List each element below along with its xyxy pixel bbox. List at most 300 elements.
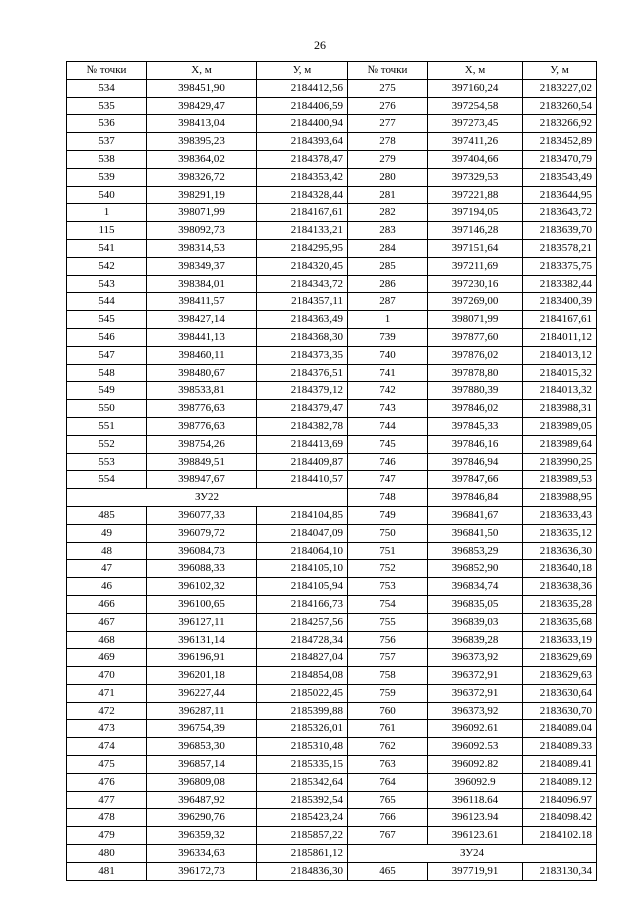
x-coordinate-cell: 396092.82	[428, 756, 523, 774]
x-coordinate-cell: 396201,18	[147, 667, 257, 685]
x-coordinate-cell: 396123.61	[428, 827, 523, 845]
point-number-cell: 747	[348, 471, 428, 489]
x-coordinate-cell: 396373,92	[428, 649, 523, 667]
y-coordinate-cell: 2185342,64	[257, 773, 348, 791]
y-coordinate-cell: 2184406,59	[257, 97, 348, 115]
y-coordinate-cell: 2183629,63	[523, 667, 597, 685]
x-coordinate-cell: 398776,63	[147, 400, 257, 418]
point-number-cell: 740	[348, 346, 428, 364]
x-coordinate-cell: 398947,67	[147, 471, 257, 489]
table-row	[67, 97, 597, 115]
x-coordinate-cell: 397269,00	[428, 293, 523, 311]
point-number-cell: 751	[348, 542, 428, 560]
point-number-cell: 466	[67, 595, 147, 613]
x-coordinate-cell: 396172,73	[147, 862, 257, 880]
x-coordinate-cell: 396487,92	[147, 791, 257, 809]
x-coordinate-cell: 397876,02	[428, 346, 523, 364]
table-row	[67, 453, 597, 471]
table-row	[67, 720, 597, 738]
table-row	[67, 471, 597, 489]
table-row	[67, 311, 597, 329]
x-coordinate-cell: 396372,91	[428, 684, 523, 702]
table-row	[67, 417, 597, 435]
y-coordinate-cell: 2184102.18	[523, 827, 597, 845]
table-row	[67, 222, 597, 240]
table-row	[67, 578, 597, 596]
y-coordinate-cell: 2184166,73	[257, 595, 348, 613]
table-row	[67, 435, 597, 453]
page-number: 26	[314, 38, 326, 52]
point-number-cell: 285	[348, 257, 428, 275]
x-coordinate-cell: 397329,53	[428, 168, 523, 186]
x-coordinate-cell: 398460,11	[147, 346, 257, 364]
y-coordinate-cell: 2184328,44	[257, 186, 348, 204]
x-coordinate-cell: 398314,53	[147, 239, 257, 257]
point-number-cell: 749	[348, 506, 428, 524]
y-coordinate-cell: 2185335,15	[257, 756, 348, 774]
y-coordinate-cell: 2183638,36	[523, 578, 597, 596]
point-number-cell: 761	[348, 720, 428, 738]
point-number-cell: 739	[348, 328, 428, 346]
y-coordinate-cell: 2185423,24	[257, 809, 348, 827]
point-number-cell: 47	[67, 560, 147, 578]
table-row	[67, 862, 597, 880]
y-coordinate-cell: 2183636,30	[523, 542, 597, 560]
point-number-cell: 755	[348, 613, 428, 631]
point-number-cell: 48	[67, 542, 147, 560]
y-coordinate-cell: 2183644,95	[523, 186, 597, 204]
x-coordinate-cell: 396853,30	[147, 738, 257, 756]
point-number-cell: 540	[67, 186, 147, 204]
y-coordinate-cell: 2183633,43	[523, 506, 597, 524]
table-row	[67, 773, 597, 791]
table-row	[67, 489, 597, 507]
point-number-cell: 115	[67, 222, 147, 240]
x-coordinate-cell: 396131,14	[147, 631, 257, 649]
y-coordinate-cell: 2184064,10	[257, 542, 348, 560]
x-coordinate-cell: 396852,90	[428, 560, 523, 578]
x-coordinate-cell: 397160,24	[428, 79, 523, 97]
y-coordinate-cell: 2185399,88	[257, 702, 348, 720]
header-point-number: № точки	[348, 62, 428, 80]
point-number-cell: 741	[348, 364, 428, 382]
y-coordinate-cell: 2184104,85	[257, 506, 348, 524]
point-number-cell: 472	[67, 702, 147, 720]
point-number-cell: 745	[348, 435, 428, 453]
table-row	[67, 293, 597, 311]
point-number-cell: 465	[348, 862, 428, 880]
point-number-cell: 541	[67, 239, 147, 257]
y-coordinate-cell: 2184368,30	[257, 328, 348, 346]
table-row	[67, 204, 597, 222]
point-number-cell: 275	[348, 79, 428, 97]
point-number-cell: 742	[348, 382, 428, 400]
x-coordinate-cell: 398411,57	[147, 293, 257, 311]
y-coordinate-cell: 2183400,39	[523, 293, 597, 311]
table-row	[67, 186, 597, 204]
y-coordinate-cell: 2184089.41	[523, 756, 597, 774]
header-y: У, м	[257, 62, 348, 80]
point-number-cell: 744	[348, 417, 428, 435]
point-number-cell: 765	[348, 791, 428, 809]
table-row	[67, 738, 597, 756]
x-coordinate-cell: 398427,14	[147, 311, 257, 329]
y-coordinate-cell: 2184011,12	[523, 328, 597, 346]
y-coordinate-cell: 2183990,25	[523, 453, 597, 471]
y-coordinate-cell: 2184379,47	[257, 400, 348, 418]
y-coordinate-cell: 2185310,48	[257, 738, 348, 756]
x-coordinate-cell: 396227,44	[147, 684, 257, 702]
y-coordinate-cell: 2185861,12	[257, 845, 348, 863]
y-coordinate-cell: 2184376,51	[257, 364, 348, 382]
x-coordinate-cell: 398071,99	[147, 204, 257, 222]
x-coordinate-cell: 398849,51	[147, 453, 257, 471]
table-row	[67, 756, 597, 774]
header-x: Х, м	[147, 62, 257, 80]
point-number-cell: 475	[67, 756, 147, 774]
x-coordinate-cell: 398413,04	[147, 115, 257, 133]
point-number-cell: 469	[67, 649, 147, 667]
x-coordinate-cell: 396372,91	[428, 667, 523, 685]
y-coordinate-cell: 2183643,72	[523, 204, 597, 222]
table-row	[67, 400, 597, 418]
header-x: Х, м	[428, 62, 523, 80]
y-coordinate-cell: 2184295,95	[257, 239, 348, 257]
y-coordinate-cell: 2183543,49	[523, 168, 597, 186]
x-coordinate-cell: 398092,73	[147, 222, 257, 240]
point-number-cell: 46	[67, 578, 147, 596]
x-coordinate-cell: 397845,33	[428, 417, 523, 435]
y-coordinate-cell: 2184105,10	[257, 560, 348, 578]
point-number-cell: 764	[348, 773, 428, 791]
y-coordinate-cell: 2184013,32	[523, 382, 597, 400]
y-coordinate-cell: 2184413,69	[257, 435, 348, 453]
point-number-cell: 278	[348, 133, 428, 151]
point-number-cell: 750	[348, 524, 428, 542]
table-row	[67, 364, 597, 382]
y-coordinate-cell: 2183635,68	[523, 613, 597, 631]
x-coordinate-cell: 398429,47	[147, 97, 257, 115]
y-coordinate-cell: 2184393,64	[257, 133, 348, 151]
y-coordinate-cell: 2184357,11	[257, 293, 348, 311]
y-coordinate-cell: 2183633,19	[523, 631, 597, 649]
table-row	[67, 133, 597, 151]
y-coordinate-cell: 2184827,04	[257, 649, 348, 667]
x-coordinate-cell: 398754,26	[147, 435, 257, 453]
point-number-cell: 480	[67, 845, 147, 863]
y-coordinate-cell: 2184728,34	[257, 631, 348, 649]
y-coordinate-cell: 2184096.97	[523, 791, 597, 809]
table-row	[67, 524, 597, 542]
point-number-cell: 476	[67, 773, 147, 791]
table-row	[67, 631, 597, 649]
x-coordinate-cell: 396809,08	[147, 773, 257, 791]
table-row	[67, 827, 597, 845]
point-number-cell: 485	[67, 506, 147, 524]
point-number-cell: 553	[67, 453, 147, 471]
y-coordinate-cell: 2184047,09	[257, 524, 348, 542]
x-coordinate-cell: 397221,88	[428, 186, 523, 204]
y-coordinate-cell: 2183630,64	[523, 684, 597, 702]
y-coordinate-cell: 2184167,61	[257, 204, 348, 222]
table-row	[67, 346, 597, 364]
x-coordinate-cell: 397273,45	[428, 115, 523, 133]
point-number-cell: 474	[67, 738, 147, 756]
point-number-cell: 760	[348, 702, 428, 720]
x-coordinate-cell: 397846,84	[428, 489, 523, 507]
point-number-cell: 543	[67, 275, 147, 293]
x-coordinate-cell: 396835,05	[428, 595, 523, 613]
point-number-cell: 536	[67, 115, 147, 133]
point-number-cell: 277	[348, 115, 428, 133]
y-coordinate-cell: 2183630,70	[523, 702, 597, 720]
y-coordinate-cell: 2184089.12	[523, 773, 597, 791]
y-coordinate-cell: 2183375,75	[523, 257, 597, 275]
y-coordinate-cell: 2184320,45	[257, 257, 348, 275]
x-coordinate-cell: 397880,39	[428, 382, 523, 400]
x-coordinate-cell: 398480,67	[147, 364, 257, 382]
y-coordinate-cell: 2184382,78	[257, 417, 348, 435]
x-coordinate-cell: 397846,16	[428, 435, 523, 453]
point-number-cell: 286	[348, 275, 428, 293]
y-coordinate-cell: 2185857,22	[257, 827, 348, 845]
x-coordinate-cell: 396290,76	[147, 809, 257, 827]
coordinates-table	[66, 61, 597, 881]
x-coordinate-cell: 397719,91	[428, 862, 523, 880]
x-coordinate-cell: 398533,81	[147, 382, 257, 400]
table-row	[67, 328, 597, 346]
x-coordinate-cell: 396754,39	[147, 720, 257, 738]
point-number-cell: 758	[348, 667, 428, 685]
x-coordinate-cell: 398395,23	[147, 133, 257, 151]
x-coordinate-cell: 396084,73	[147, 542, 257, 560]
table-row	[67, 791, 597, 809]
x-coordinate-cell: 396092.9	[428, 773, 523, 791]
x-coordinate-cell: 396088,33	[147, 560, 257, 578]
point-number-cell: 766	[348, 809, 428, 827]
point-number-cell: 481	[67, 862, 147, 880]
y-coordinate-cell: 2184363,49	[257, 311, 348, 329]
point-number-cell: 544	[67, 293, 147, 311]
point-number-cell: 281	[348, 186, 428, 204]
y-coordinate-cell: 2185392,54	[257, 791, 348, 809]
y-coordinate-cell: 2183989,64	[523, 435, 597, 453]
y-coordinate-cell: 2183629,69	[523, 649, 597, 667]
y-coordinate-cell: 2183578,21	[523, 239, 597, 257]
y-coordinate-cell: 2184373,35	[257, 346, 348, 364]
table-row	[67, 845, 597, 863]
y-coordinate-cell: 2183635,12	[523, 524, 597, 542]
x-coordinate-cell: 397846,02	[428, 400, 523, 418]
x-coordinate-cell: 396118.64	[428, 791, 523, 809]
point-number-cell: 754	[348, 595, 428, 613]
point-number-cell: 551	[67, 417, 147, 435]
point-number-cell: 284	[348, 239, 428, 257]
section-label: ЗУ22	[67, 489, 348, 507]
y-coordinate-cell: 2183640,18	[523, 560, 597, 578]
point-number-cell: 468	[67, 631, 147, 649]
y-coordinate-cell: 2184854,08	[257, 667, 348, 685]
y-coordinate-cell: 2184836,30	[257, 862, 348, 880]
point-number-cell: 746	[348, 453, 428, 471]
table-row	[67, 702, 597, 720]
table-row	[67, 542, 597, 560]
point-number-cell: 763	[348, 756, 428, 774]
point-number-cell: 537	[67, 133, 147, 151]
table-row	[67, 257, 597, 275]
x-coordinate-cell: 396839,03	[428, 613, 523, 631]
x-coordinate-cell: 396100,65	[147, 595, 257, 613]
point-number-cell: 554	[67, 471, 147, 489]
y-coordinate-cell: 2184353,42	[257, 168, 348, 186]
y-coordinate-cell: 2184257,56	[257, 613, 348, 631]
x-coordinate-cell: 398364,02	[147, 150, 257, 168]
section-label: ЗУ24	[348, 845, 597, 863]
y-coordinate-cell: 2184400,94	[257, 115, 348, 133]
point-number-cell: 545	[67, 311, 147, 329]
x-coordinate-cell: 397877,60	[428, 328, 523, 346]
point-number-cell: 547	[67, 346, 147, 364]
table-row	[67, 239, 597, 257]
point-number-cell: 752	[348, 560, 428, 578]
point-number-cell: 753	[348, 578, 428, 596]
x-coordinate-cell: 397404,66	[428, 150, 523, 168]
point-number-cell: 477	[67, 791, 147, 809]
y-coordinate-cell: 2184098.42	[523, 809, 597, 827]
point-number-cell: 759	[348, 684, 428, 702]
y-coordinate-cell: 2185326,01	[257, 720, 348, 738]
x-coordinate-cell: 396092.53	[428, 738, 523, 756]
y-coordinate-cell: 2184378,47	[257, 150, 348, 168]
table-row	[67, 595, 597, 613]
table-row	[67, 382, 597, 400]
y-coordinate-cell: 2183988,95	[523, 489, 597, 507]
point-number-cell: 548	[67, 364, 147, 382]
x-coordinate-cell: 396373,92	[428, 702, 523, 720]
y-coordinate-cell: 2183989,53	[523, 471, 597, 489]
point-number-cell: 473	[67, 720, 147, 738]
point-number-cell: 539	[67, 168, 147, 186]
x-coordinate-cell: 396839,28	[428, 631, 523, 649]
table-header-row	[67, 62, 597, 80]
x-coordinate-cell: 396834,74	[428, 578, 523, 596]
y-coordinate-cell: 2183260,54	[523, 97, 597, 115]
table-row	[67, 667, 597, 685]
point-number-cell: 542	[67, 257, 147, 275]
table-row	[67, 275, 597, 293]
x-coordinate-cell: 396092.61	[428, 720, 523, 738]
point-number-cell: 767	[348, 827, 428, 845]
point-number-cell: 748	[348, 489, 428, 507]
x-coordinate-cell: 396287,11	[147, 702, 257, 720]
x-coordinate-cell: 398451,90	[147, 79, 257, 97]
point-number-cell: 1	[348, 311, 428, 329]
x-coordinate-cell: 396123.94	[428, 809, 523, 827]
x-coordinate-cell: 397146,28	[428, 222, 523, 240]
point-number-cell: 1	[67, 204, 147, 222]
header-y: У, м	[523, 62, 597, 80]
y-coordinate-cell: 2183989,05	[523, 417, 597, 435]
x-coordinate-cell: 398441,13	[147, 328, 257, 346]
y-coordinate-cell: 2183130,34	[523, 862, 597, 880]
point-number-cell: 287	[348, 293, 428, 311]
table-row	[67, 613, 597, 631]
y-coordinate-cell: 2183470,79	[523, 150, 597, 168]
x-coordinate-cell: 396102,32	[147, 578, 257, 596]
table-row	[67, 809, 597, 827]
x-coordinate-cell: 396853,29	[428, 542, 523, 560]
point-number-cell: 549	[67, 382, 147, 400]
table-row	[67, 649, 597, 667]
y-coordinate-cell: 2183988,31	[523, 400, 597, 418]
point-number-cell: 756	[348, 631, 428, 649]
y-coordinate-cell: 2184167,61	[523, 311, 597, 329]
x-coordinate-cell: 396841,67	[428, 506, 523, 524]
y-coordinate-cell: 2184409,87	[257, 453, 348, 471]
x-coordinate-cell: 398291,19	[147, 186, 257, 204]
x-coordinate-cell: 398384,01	[147, 275, 257, 293]
x-coordinate-cell: 398776,63	[147, 417, 257, 435]
y-coordinate-cell: 2184089.04	[523, 720, 597, 738]
point-number-cell: 283	[348, 222, 428, 240]
x-coordinate-cell: 397878,80	[428, 364, 523, 382]
table-row	[67, 684, 597, 702]
point-number-cell: 478	[67, 809, 147, 827]
x-coordinate-cell: 398349,37	[147, 257, 257, 275]
x-coordinate-cell: 397151,64	[428, 239, 523, 257]
header-point-number: № точки	[67, 62, 147, 80]
table-row	[67, 560, 597, 578]
x-coordinate-cell: 396841,50	[428, 524, 523, 542]
y-coordinate-cell: 2184412,56	[257, 79, 348, 97]
y-coordinate-cell: 2183452,89	[523, 133, 597, 151]
point-number-cell: 743	[348, 400, 428, 418]
y-coordinate-cell: 2184105,94	[257, 578, 348, 596]
point-number-cell: 552	[67, 435, 147, 453]
y-coordinate-cell: 2185022,45	[257, 684, 348, 702]
point-number-cell: 757	[348, 649, 428, 667]
point-number-cell: 467	[67, 613, 147, 631]
x-coordinate-cell: 398071,99	[428, 311, 523, 329]
x-coordinate-cell: 396196,91	[147, 649, 257, 667]
point-number-cell: 280	[348, 168, 428, 186]
x-coordinate-cell: 397846,94	[428, 453, 523, 471]
point-number-cell: 279	[348, 150, 428, 168]
y-coordinate-cell: 2183635,28	[523, 595, 597, 613]
x-coordinate-cell: 396857,14	[147, 756, 257, 774]
x-coordinate-cell: 398326,72	[147, 168, 257, 186]
x-coordinate-cell: 397211,69	[428, 257, 523, 275]
x-coordinate-cell: 397254,58	[428, 97, 523, 115]
x-coordinate-cell: 397194,05	[428, 204, 523, 222]
table-row	[67, 168, 597, 186]
point-number-cell: 49	[67, 524, 147, 542]
point-number-cell: 471	[67, 684, 147, 702]
x-coordinate-cell: 396359,32	[147, 827, 257, 845]
x-coordinate-cell: 397411,26	[428, 133, 523, 151]
x-coordinate-cell: 397847,66	[428, 471, 523, 489]
y-coordinate-cell: 2184410,57	[257, 471, 348, 489]
table-row	[67, 506, 597, 524]
y-coordinate-cell: 2184343,72	[257, 275, 348, 293]
table-row	[67, 150, 597, 168]
y-coordinate-cell: 2183639,70	[523, 222, 597, 240]
point-number-cell: 550	[67, 400, 147, 418]
point-number-cell: 534	[67, 79, 147, 97]
point-number-cell: 762	[348, 738, 428, 756]
table-row	[67, 115, 597, 133]
point-number-cell: 282	[348, 204, 428, 222]
